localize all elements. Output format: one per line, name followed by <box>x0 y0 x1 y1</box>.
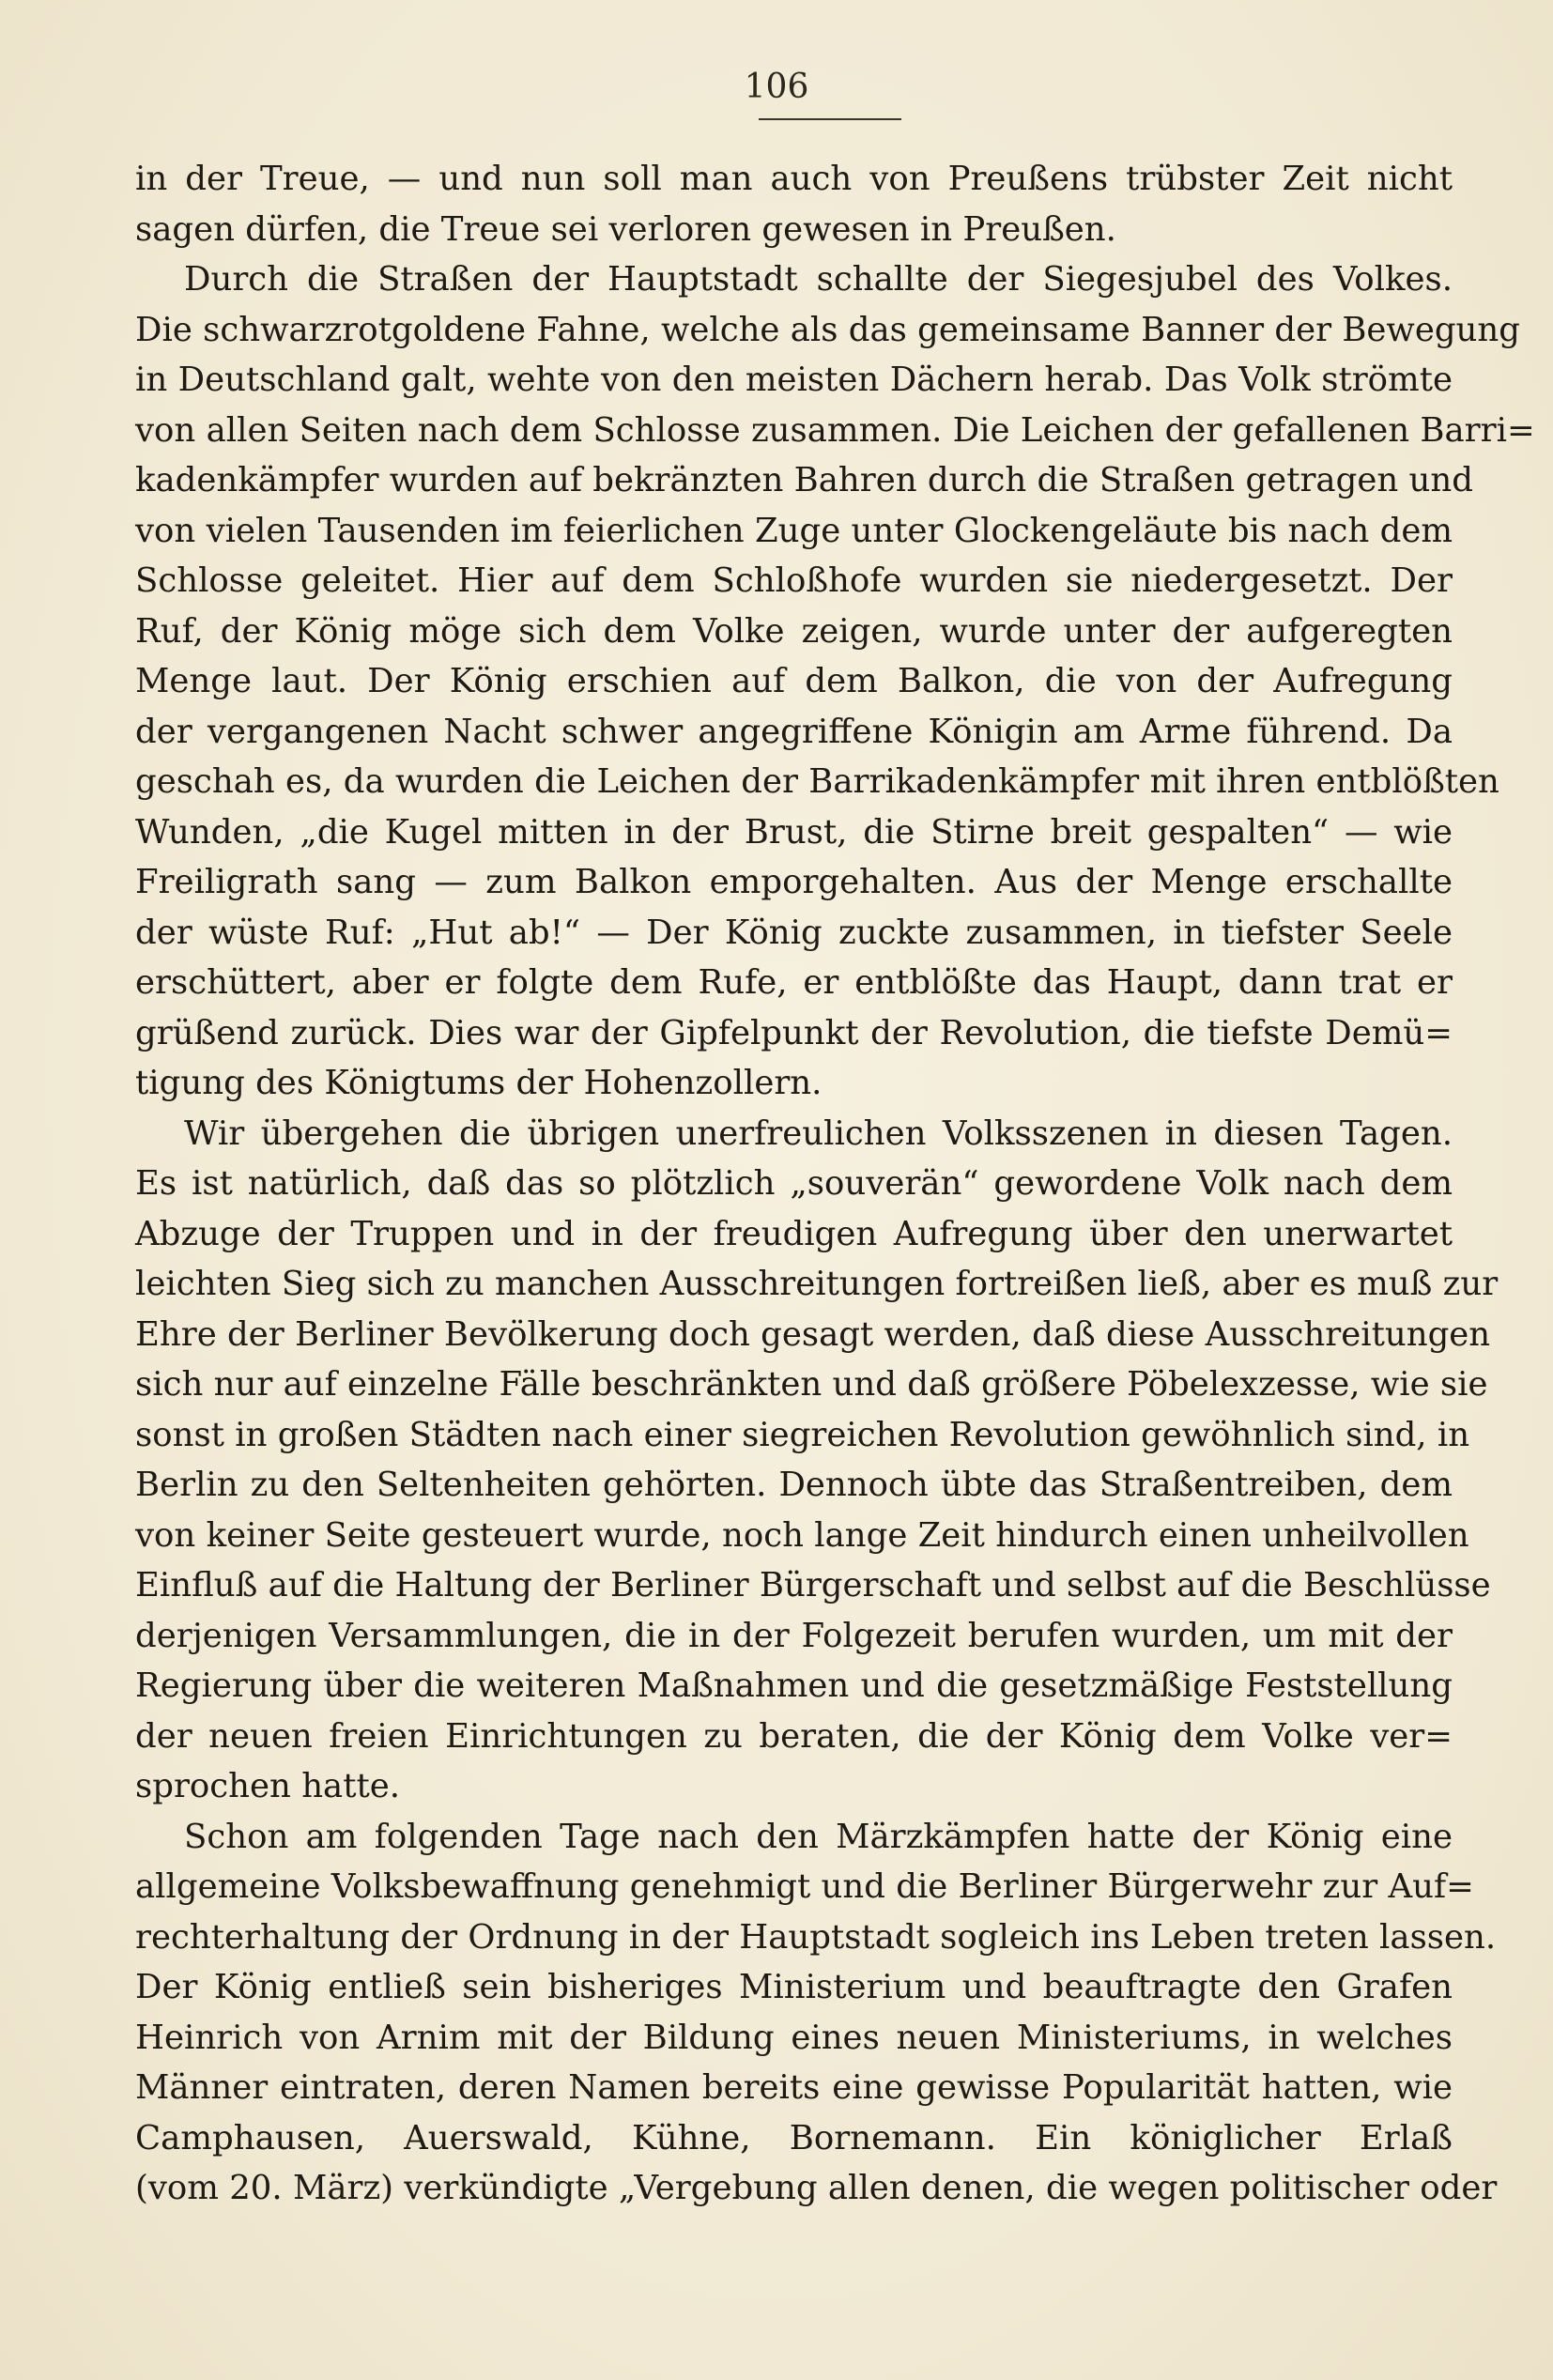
text-line: Der König entließ sein bisheriges Ministerium und beauftragte den Grafen <box>135 1968 1453 2006</box>
text-line: Männer eintraten, deren Namen bereits eine gewisse Popularität hatten, wie <box>135 2068 1453 2107</box>
text-line: kadenkämpfer wurden auf bekränzten Bahren durch die Straßen getragen und <box>135 461 1473 499</box>
header-rule <box>759 118 901 120</box>
text-line: tigung des Königtums der Hohenzollern. <box>135 1064 823 1102</box>
text-line: grüßend zurück. Dies war der Gipfelpunkt der Revolution, die tiefste Demü= <box>135 1013 1453 1052</box>
text-line: derjenigen Versammlungen, die in der Folgezeit berufen wurden, um mit der <box>135 1616 1453 1655</box>
text-line: von allen Seiten nach dem Schlosse zusammen. Die Leichen der gefallenen Barri= <box>135 410 1535 450</box>
text-line: geschah es, da wurden die Leichen der Barrikadenkämpfer mit ihren entblößten <box>135 762 1499 801</box>
text-line: erschüttert, aber er folgte dem Rufe, er entblößte das Haupt, dann trat er <box>135 963 1453 1002</box>
text-line: Einfluß auf die Haltung der Berliner Bürgerschaft und selbst auf die Beschlüsse <box>135 1566 1491 1605</box>
text-line: Schon am folgenden Tage nach den Märzkämpfen hatte der König eine <box>184 1817 1453 1856</box>
text-line: Ehre der Berliner Bevölkerung doch gesagt werden, daß diese Ausschreitungen <box>135 1314 1491 1354</box>
text-line: der vergangenen Nacht schwer angegriffene Königin am Arme führend. Da <box>135 712 1453 751</box>
body-text <box>135 154 1535 2214</box>
text-line: Schlosse geleitet. Hier auf dem Schloßhofe wurden sie niedergesetzt. Der <box>135 561 1453 600</box>
text-line: von keiner Seite gesteuert wurde, noch lange Zeit hindurch einen unheilvollen <box>135 1515 1469 1555</box>
text-line: Camphausen, Auerswald, Kühne, Bornemann. Ein königlicher Erlaß <box>135 2118 1453 2157</box>
text-line: Abzuge der Truppen und in der freudigen Aufregung über den unerwartet <box>135 1214 1453 1253</box>
text-line: Durch die Straßen der Hauptstadt schallte der Siegesjubel des Volkes. <box>184 260 1453 299</box>
text-line: allgemeine Volksbewaffnung genehmigt und die Berliner Bürgerwehr zur Auf= <box>135 1867 1474 1906</box>
text-line: der wüste Ruf: „Hut ab!“ — Der König zuckte zusammen, in tiefster Seele <box>135 913 1453 952</box>
text-line: Heinrich von Arnim mit der Bildung eines neuen Ministeriums, in welches <box>135 2018 1453 2057</box>
text-line: Wunden, „die Kugel mitten in der Brust, die Stirne breit gespalten“ — wie <box>135 812 1453 852</box>
text-line: leichten Sieg sich zu manchen Ausschreitungen fortreißen ließ, aber es muß zur <box>135 1265 1499 1303</box>
text-line: sonst in großen Städten nach einer siegreichen Revolution gewöhnlich sind, in <box>135 1415 1470 1454</box>
text-line: rechterhaltung der Ordnung in der Hauptstadt sogleich ins Leben treten lassen. <box>135 1917 1497 1957</box>
text-line: Es ist natürlich, daß das so plötzlich „souverän“ gewordene Volk nach dem <box>135 1164 1453 1203</box>
text-line: Menge laut. Der König erschien auf dem Balkon, die von der Aufregung <box>135 662 1453 700</box>
paragraph <box>135 1109 1499 1812</box>
paragraph <box>135 154 1453 254</box>
page-number: 106 <box>744 68 809 106</box>
text-line: der neuen freien Einrichtungen zu beraten, die der König dem Volke ver= <box>135 1716 1453 1756</box>
text-line: sich nur auf einzelne Fälle beschränkten und daß größere Pöbelexzesse, wie sie <box>135 1365 1488 1404</box>
text-line: (vom 20. März) verkündigte „Vergebung allen denen, die wegen politischer oder <box>135 2169 1498 2207</box>
text-line: sagen dürfen, die Treue sei verloren gewesen in Preußen. <box>135 209 1116 249</box>
text-line: in Deutschland galt, wehte von den meisten Dächern herab. Das Volk strömte <box>135 361 1453 399</box>
text-line: Freiligrath sang — zum Balkon emporgehalten. Aus der Menge erschallte <box>135 863 1453 901</box>
text-line: von vielen Tausenden im feierlichen Zuge unter Glockengeläute bis nach dem <box>135 511 1453 550</box>
text-line: in der Treue, — und nun soll man auch von Preußens trübster Zeit nicht <box>135 160 1453 198</box>
text-line: Die schwarzrotgoldene Fahne, welche als das gemeinsame Banner der Bewegung <box>135 310 1521 349</box>
paragraph <box>135 1812 1498 2214</box>
text-line: Berlin zu den Seltenheiten gehörten. Dennoch übte das Straßentreiben, dem <box>135 1466 1453 1504</box>
text-line: Wir übergehen die übrigen unerfreulichen Volksszenen in diesen Tagen. <box>184 1113 1453 1153</box>
text-line: Regierung über die weiteren Maßnahmen und die gesetzmäßige Feststellung <box>135 1666 1453 1705</box>
paragraph <box>135 254 1535 1109</box>
text-line: Ruf, der König möge sich dem Volke zeigen, wurde unter der aufgeregten <box>135 611 1453 651</box>
text-line: sprochen hatte. <box>135 1767 401 1805</box>
